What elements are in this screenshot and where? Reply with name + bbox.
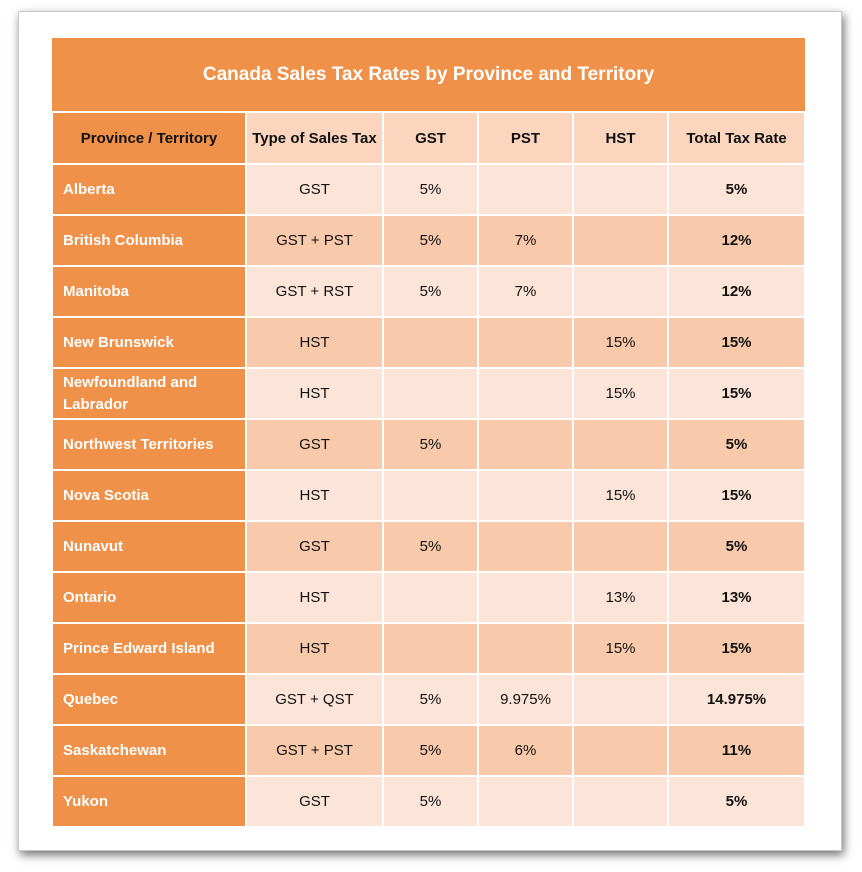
pst-cell — [478, 572, 573, 623]
tax-type-cell: GST + QST — [246, 674, 383, 725]
gst-cell: 5% — [383, 725, 478, 776]
hst-cell — [573, 215, 668, 266]
pst-cell — [478, 521, 573, 572]
gst-cell — [383, 368, 478, 419]
pst-cell — [478, 317, 573, 368]
total-rate-cell: 5% — [668, 776, 805, 827]
table-row — [52, 725, 805, 776]
column-header-pst: PST — [478, 112, 573, 164]
tax-type-cell: GST — [246, 164, 383, 215]
pst-cell — [478, 776, 573, 827]
province-cell: Yukon — [52, 776, 246, 827]
table-row — [52, 164, 805, 215]
tax-type-cell: GST + PST — [246, 215, 383, 266]
pst-cell — [478, 419, 573, 470]
tax-type-cell: HST — [246, 623, 383, 674]
total-rate-cell: 15% — [668, 368, 805, 419]
province-cell: Prince Edward Island — [52, 623, 246, 674]
column-header-hst: HST — [573, 112, 668, 164]
tax-type-cell: HST — [246, 317, 383, 368]
pst-cell — [478, 470, 573, 521]
province-cell: Newfoundland and Labrador — [52, 368, 246, 419]
hst-cell: 15% — [573, 623, 668, 674]
province-cell: Manitoba — [52, 266, 246, 317]
pst-cell: 7% — [478, 215, 573, 266]
table-row — [52, 623, 805, 674]
total-rate-cell: 11% — [668, 725, 805, 776]
hst-cell — [573, 521, 668, 572]
pst-cell: 6% — [478, 725, 573, 776]
hst-cell — [573, 776, 668, 827]
pst-cell: 7% — [478, 266, 573, 317]
column-header-total: Total Tax Rate — [668, 112, 805, 164]
gst-cell: 5% — [383, 164, 478, 215]
table-row — [52, 317, 805, 368]
total-rate-cell: 5% — [668, 419, 805, 470]
table-row — [52, 776, 805, 827]
total-rate-cell: 5% — [668, 521, 805, 572]
tax-type-cell: HST — [246, 470, 383, 521]
province-cell: Northwest Territories — [52, 419, 246, 470]
pst-cell — [478, 164, 573, 215]
tax-type-cell: GST — [246, 419, 383, 470]
total-rate-cell: 5% — [668, 164, 805, 215]
hst-cell: 15% — [573, 368, 668, 419]
gst-cell — [383, 317, 478, 368]
hst-cell — [573, 266, 668, 317]
province-cell: Saskatchewan — [52, 725, 246, 776]
hst-cell — [573, 419, 668, 470]
gst-cell: 5% — [383, 674, 478, 725]
total-rate-cell: 15% — [668, 317, 805, 368]
total-rate-cell: 15% — [668, 623, 805, 674]
table-row — [52, 215, 805, 266]
hst-cell — [573, 674, 668, 725]
table-title: Canada Sales Tax Rates by Province and Territory — [52, 38, 805, 112]
table-row — [52, 419, 805, 470]
total-rate-cell: 14.975% — [668, 674, 805, 725]
table-row — [52, 266, 805, 317]
table-row — [52, 470, 805, 521]
gst-cell — [383, 623, 478, 674]
province-cell: Nova Scotia — [52, 470, 246, 521]
province-cell: British Columbia — [52, 215, 246, 266]
pst-cell: 9.975% — [478, 674, 573, 725]
tax-type-cell: HST — [246, 572, 383, 623]
total-rate-cell: 15% — [668, 470, 805, 521]
tax-type-cell: GST — [246, 521, 383, 572]
hst-cell: 15% — [573, 470, 668, 521]
total-rate-cell: 12% — [668, 266, 805, 317]
province-cell: Quebec — [52, 674, 246, 725]
table-row — [52, 368, 805, 419]
column-header-type: Type of Sales Tax — [246, 112, 383, 164]
table-row — [52, 572, 805, 623]
hst-cell: 13% — [573, 572, 668, 623]
tax-type-cell: GST + RST — [246, 266, 383, 317]
table-row — [52, 521, 805, 572]
pst-cell — [478, 623, 573, 674]
total-rate-cell: 12% — [668, 215, 805, 266]
total-rate-cell: 13% — [668, 572, 805, 623]
province-cell: Nunavut — [52, 521, 246, 572]
hst-cell — [573, 164, 668, 215]
table-row — [52, 674, 805, 725]
gst-cell: 5% — [383, 215, 478, 266]
hst-cell — [573, 725, 668, 776]
tax-type-cell: GST — [246, 776, 383, 827]
gst-cell: 5% — [383, 521, 478, 572]
sales-tax-table — [51, 38, 806, 828]
pst-cell — [478, 368, 573, 419]
tax-type-cell: GST + PST — [246, 725, 383, 776]
gst-cell: 5% — [383, 419, 478, 470]
tax-type-cell: HST — [246, 368, 383, 419]
table-body — [52, 164, 805, 827]
gst-cell — [383, 470, 478, 521]
hst-cell: 15% — [573, 317, 668, 368]
column-header-province: Province / Territory — [52, 112, 246, 164]
header-row — [52, 112, 805, 164]
province-cell: New Brunswick — [52, 317, 246, 368]
gst-cell: 5% — [383, 266, 478, 317]
province-cell: Alberta — [52, 164, 246, 215]
gst-cell — [383, 572, 478, 623]
province-cell: Ontario — [52, 572, 246, 623]
gst-cell: 5% — [383, 776, 478, 827]
column-header-gst: GST — [383, 112, 478, 164]
